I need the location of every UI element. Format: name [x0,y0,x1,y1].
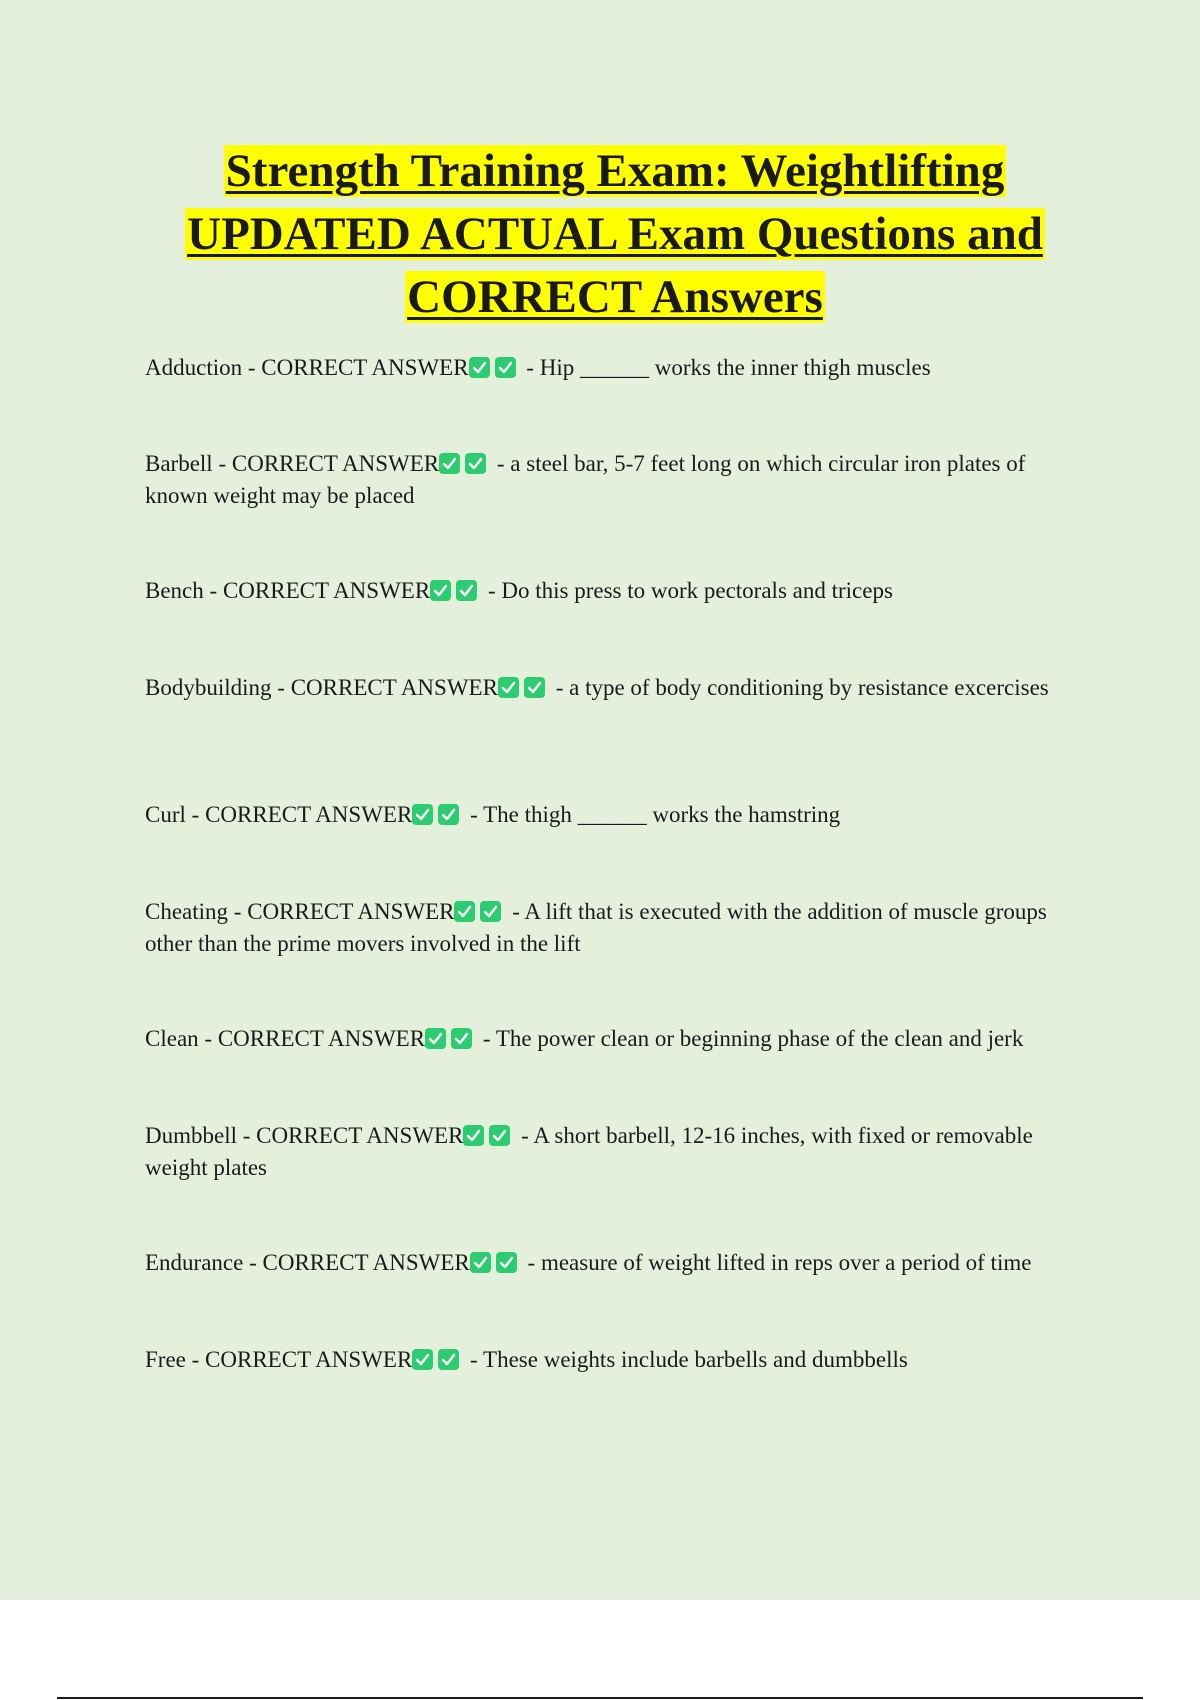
correct-answer-label: CORRECT ANSWER [261,355,469,380]
correct-answer-label: CORRECT ANSWER [290,675,498,700]
check-icon [430,580,451,601]
entry-definition: These weights include barbells and dumbbells [483,1347,908,1372]
entry-definition: Do this press to work pectorals and triceps [501,578,893,603]
glossary-entry: Bodybuilding - CORRECT ANSWER - a type of body conditioning by resistance excercises [145,675,1049,700]
correct-answer-label: CORRECT ANSWER [231,451,440,476]
check-icon [495,357,516,378]
check-icon [456,580,477,601]
correct-answer-label: CORRECT ANSWER [256,1123,464,1148]
title-line: CORRECT Answers [407,271,823,323]
entry-definition: a type of body conditioning by resistance excercises [569,675,1049,700]
entry-definition: a steel bar, 5-7 feet long on which circular iron plates of known weight may be placed [145,451,1026,508]
entry-term: Barbell [145,451,213,476]
check-icon [451,1028,472,1049]
entry-term: Bodybuilding [145,675,272,700]
entry-term: Free [145,1347,186,1372]
glossary-entry: Barbell - CORRECT ANSWER - a steel bar, 5-7 feet long on which circular iron plates of known weight may be placed [145,451,1026,508]
entry-definition: Hip ______ works the inner thigh muscles [539,355,931,380]
check-icon [496,1252,517,1273]
check-icon [469,357,490,378]
check-icon [412,1349,433,1370]
glossary-entry: Adduction - CORRECT ANSWER - Hip ______ works the inner thigh muscles [145,355,931,380]
entry-term: Clean [145,1026,199,1051]
entry-definition: The power clean or beginning phase of the clean and jerk [495,1026,1024,1051]
entry-term: Endurance [145,1250,244,1275]
correct-answer-label: CORRECT ANSWER [205,802,413,827]
entry-term: Dumbbell [145,1123,237,1148]
check-icon [412,804,433,825]
correct-answer-label: CORRECT ANSWER [247,899,455,924]
entry-definition: The thigh ______ works the hamstring [483,802,841,827]
entry-term: Curl [145,802,186,827]
entry-term: Adduction [145,355,243,380]
page-title [110,140,1120,329]
check-icon [438,804,459,825]
check-icon [463,1125,484,1146]
glossary-entry: Dumbbell - CORRECT ANSWER - A short barbell, 12-16 inches, with fixed or removable weight plates [145,1123,1033,1180]
footer-rule [57,1697,1143,1699]
glossary-entry: Bench - CORRECT ANSWER - Do this press to work pectorals and triceps [145,578,893,603]
check-icon [454,901,475,922]
check-icon [524,677,545,698]
check-icon [480,901,501,922]
glossary-entry: Endurance - CORRECT ANSWER - measure of weight lifted in reps over a period of time [145,1250,1032,1275]
title-line: Strength Training Exam: Weightlifting [225,145,1005,197]
check-icon [439,453,460,474]
correct-answer-label: CORRECT ANSWER [205,1347,413,1372]
title-line: UPDATED ACTUAL Exam Questions and [187,208,1043,260]
entry-definition: measure of weight lifted in reps over a period of time [540,1250,1032,1275]
correct-answer-label: CORRECT ANSWER [262,1250,470,1275]
check-icon [438,1349,459,1370]
entry-term: Bench [145,578,204,603]
glossary-entry: Clean - CORRECT ANSWER - The power clean or beginning phase of the clean and jerk [145,1026,1024,1051]
glossary-entry: Free - CORRECT ANSWER - These weights include barbells and dumbbells [145,1347,908,1372]
check-icon [465,453,486,474]
check-icon [489,1125,510,1146]
check-icon [425,1028,446,1049]
check-icon [470,1252,491,1273]
correct-answer-label: CORRECT ANSWER [217,1026,426,1051]
glossary-entry: Curl - CORRECT ANSWER - The thigh ______ works the hamstring [145,802,841,827]
glossary-entry: Cheating - CORRECT ANSWER - A lift that is executed with the addition of muscle groups other than the prime movers involved in the lift [145,899,1047,956]
correct-answer-label: CORRECT ANSWER [222,578,431,603]
check-icon [498,677,519,698]
entry-definition: A short barbell, 12-16 inches, with fixed or removable weight plates [145,1123,1033,1180]
entry-term: Cheating [145,899,229,924]
entry-definition: A lift that is executed with the addition of muscle groups other than the prime movers involved in the lift [145,899,1047,956]
